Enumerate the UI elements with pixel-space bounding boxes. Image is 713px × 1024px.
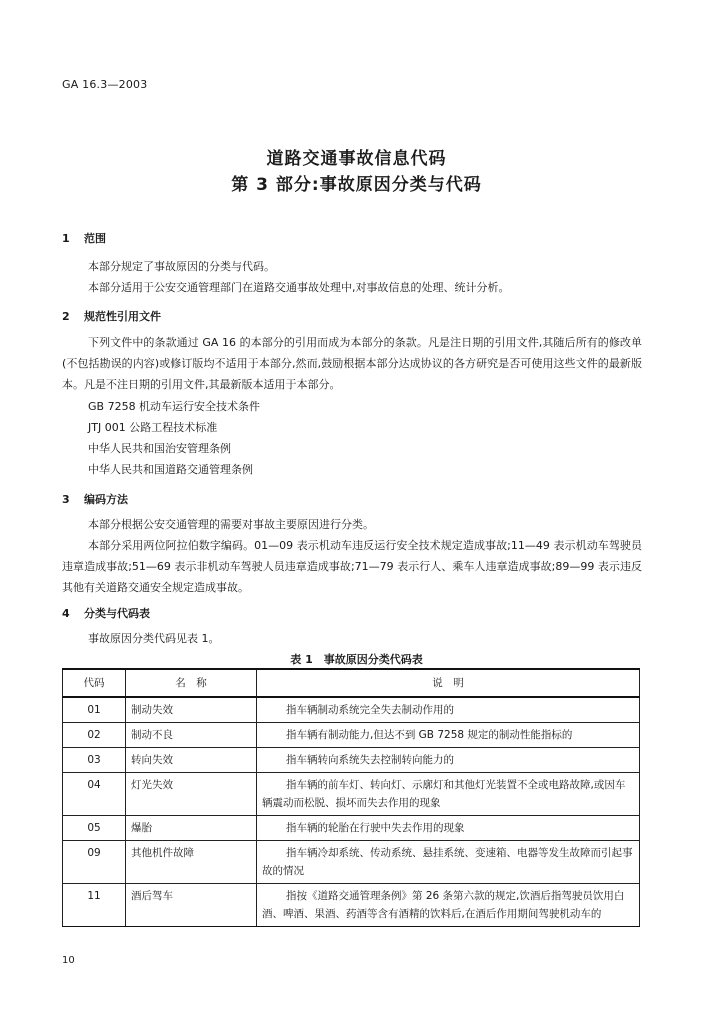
cell-name: 转向失效: [126, 748, 257, 773]
table-row: [63, 884, 640, 927]
cell-code: 05: [63, 816, 126, 841]
column-header-code: 代码: [63, 669, 126, 697]
cell-description: 指车辆冷却系统、传动系统、悬挂系统、变速箱、电器等发生故障而引起事故的情况: [257, 841, 640, 884]
section-heading-1: [62, 230, 106, 246]
section-title: 规范性引用文件: [84, 310, 161, 323]
section-number: 1: [62, 232, 70, 245]
cell-description: 指车辆的前车灯、转向灯、示廓灯和其他灯光装置不全或电路故障,或因车辆震动而松脱、损坏而失去作用的现象: [257, 773, 640, 816]
column-header-description: 说 明: [257, 669, 640, 697]
cause-code-table: [62, 668, 640, 927]
cell-name: 酒后驾车: [126, 884, 257, 927]
table-row: [63, 773, 640, 816]
cell-name: 制动失效: [126, 697, 257, 723]
section-heading-3: [62, 491, 128, 507]
section-number: 4: [62, 607, 70, 620]
table-row: [63, 697, 640, 723]
table-row: [63, 816, 640, 841]
section-title: 编码方法: [84, 493, 128, 506]
cell-code: 02: [63, 723, 126, 748]
section-heading-4: [62, 605, 150, 621]
table-header-row: [63, 669, 640, 697]
cell-name: 爆胎: [126, 816, 257, 841]
cell-description: 指按《道路交通管理条例》第 26 条第六款的规定,饮酒后指驾驶员饮用白酒、啤酒、果酒、药酒等含有酒精的饮料后,在酒后作用期间驾驶机动车的: [257, 884, 640, 927]
cell-name: 灯光失效: [126, 773, 257, 816]
cell-description: 指车辆制动系统完全失去制动作用的: [257, 697, 640, 723]
section-title: 分类与代码表: [84, 607, 150, 620]
reference-item: 中华人民共和国治安管理条例: [88, 442, 231, 455]
paragraph: 本部分根据公安交通管理的需要对事故主要原因进行分类。: [88, 518, 374, 531]
paragraph: 本部分规定了事故原因的分类与代码。: [88, 260, 275, 273]
cell-name: 其他机件故障: [126, 841, 257, 884]
table-caption: 表 1 事故原因分类代码表: [290, 653, 423, 666]
cell-description: 指车辆转向系统失去控制转向能力的: [257, 748, 640, 773]
section-number: 2: [62, 310, 70, 323]
paragraph: 本部分采用两位阿拉伯数字编码。01—09 表示机动车违反运行安全技术规定造成事故;11—49 表示机动车驾驶员违章造成事故;51—69 表示非机动车驾驶人员违章造成事故;71—79 表示行人、乘车人违章造成事故;89—99 表示违反其他有关道路交通安全规定造成事故。: [62, 539, 642, 594]
paragraph: 本部分适用于公安交通管理部门在道路交通事故处理中,对事故信息的处理、统计分析。: [88, 281, 510, 294]
document-title: 道路交通事故信息代码: [266, 149, 447, 169]
paragraph: 下列文件中的条款通过 GA 16 的本部分的引用而成为本部分的条款。凡是注日期的引用文件,其随后所有的修改单(不包括勘误的内容)或修订版均不适用于本部分,然而,鼓励根据本部分达成协议的各方研究是否可使用这些文件的最新版本。凡是不注日期的引用文件,其最新版本适用于本部分。: [62, 336, 642, 391]
cell-description: 指车辆的轮胎在行驶中失去作用的现象: [257, 816, 640, 841]
reference-item: 中华人民共和国道路交通管理条例: [88, 463, 253, 476]
table-row: [63, 723, 640, 748]
standard-number: GA 16.3—2003: [62, 78, 148, 91]
cell-code: 11: [63, 884, 126, 927]
reference-item: JTJ 001 公路工程技术标准: [88, 421, 218, 434]
section-title: 范围: [84, 232, 106, 245]
section-heading-2: [62, 308, 161, 324]
section-number: 3: [62, 493, 70, 506]
document-subtitle: 第 3 部分:事故原因分类与代码: [231, 175, 482, 195]
paragraph: 事故原因分类代码见表 1。: [88, 632, 220, 645]
page-number: 10: [62, 955, 75, 966]
cell-code: 01: [63, 697, 126, 723]
table-row: [63, 748, 640, 773]
cell-description: 指车辆有制动能力,但达不到 GB 7258 规定的制动性能指标的: [257, 723, 640, 748]
cell-code: 04: [63, 773, 126, 816]
cell-code: 09: [63, 841, 126, 884]
table-row: [63, 841, 640, 884]
reference-item: GB 7258 机动车运行安全技术条件: [88, 400, 261, 413]
cell-name: 制动不良: [126, 723, 257, 748]
cell-code: 03: [63, 748, 126, 773]
column-header-name: 名 称: [126, 669, 257, 697]
